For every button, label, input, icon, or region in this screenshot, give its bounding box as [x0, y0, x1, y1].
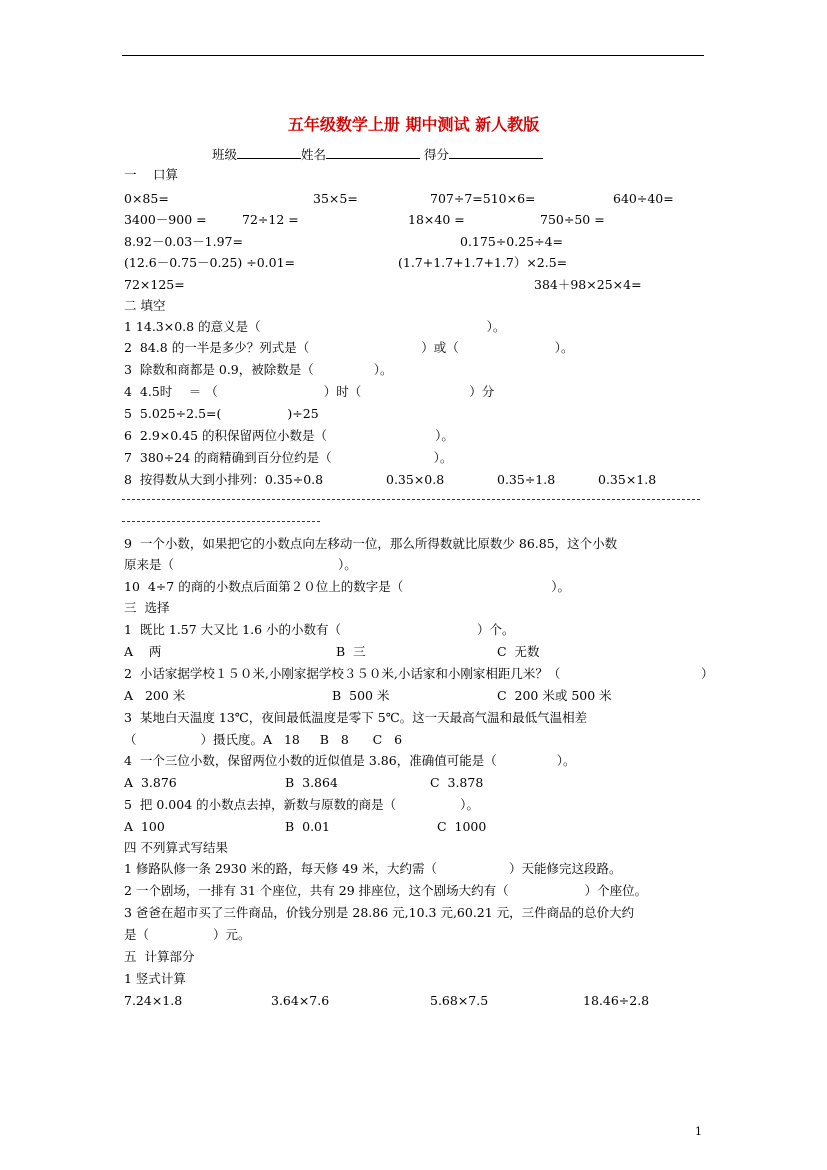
question-text: ）摄氏度。A 18 B 8 C 6 — [200, 732, 403, 747]
question-text: 2 一个剧场，一排有 31 个座位，共有 29 排座位，这个剧场大约有（ — [124, 883, 509, 898]
option: B 500 米 — [332, 688, 390, 703]
section-heading: 一 口算 — [124, 167, 178, 182]
problem: (1.7+1.7+1.7+1.7）×2.5= — [398, 255, 568, 270]
option: A 200 米 — [124, 688, 186, 703]
question-text: ）时（ — [323, 384, 362, 399]
option: C 3.878 — [430, 775, 484, 790]
question-text: 4 一个三位小数，保留两位小数的近似值是 3.86，准确值可能是（ — [124, 753, 497, 768]
subsection-heading: 1 竖式计算 — [124, 971, 186, 986]
question-text: （ — [124, 732, 137, 747]
question-text: 1 修路队修一条 2930 米的路，每天修 49 米，大约需（ — [124, 861, 438, 876]
option: A 100 — [124, 819, 165, 834]
score-blank — [449, 146, 543, 159]
question-text: 7 380÷24 的商精确到百分位约是（ — [124, 450, 332, 465]
question-line — [124, 796, 479, 814]
question-line — [124, 339, 574, 357]
ordering-item: 0.35÷1.8 — [497, 472, 556, 487]
option: B 3.864 — [285, 775, 338, 790]
problem: 7.24×1.8 — [124, 993, 183, 1008]
question-line — [124, 427, 454, 445]
question-text: ）或（ — [421, 340, 459, 355]
section-heading: 五 计算部分 — [124, 949, 195, 964]
score-label: 得分 — [424, 147, 450, 162]
question-line: 8 按得数从大到小排列：0.35÷0.8 — [124, 472, 324, 487]
question-text: 是（ — [124, 927, 150, 942]
question-text: ）分 — [469, 384, 495, 399]
question-line — [124, 449, 452, 467]
section-heading: 二 填空 — [124, 298, 166, 313]
problem: 18×40 = — [408, 212, 465, 227]
section-heading: 三 选择 — [124, 600, 170, 615]
problem: 707÷7=510×6= — [430, 191, 536, 206]
student-info-line — [212, 146, 543, 164]
question-text: ）元。 — [213, 927, 251, 942]
answer-dash-line — [122, 499, 700, 500]
question-line — [124, 882, 647, 900]
question-text: ）。 — [551, 579, 570, 594]
problem: 0×85= — [124, 191, 169, 206]
question-line — [124, 556, 357, 574]
question-line — [124, 361, 393, 379]
option: C 200 米或 500 米 — [497, 688, 612, 703]
option: A 两 — [124, 644, 162, 659]
question-text: ）。 — [554, 340, 574, 355]
page-title: 五年级数学上册 期中测试 新人教版 — [287, 115, 540, 134]
question-line — [124, 860, 622, 878]
section-heading: 四 不列算式写结果 — [124, 840, 228, 855]
question-text: ）。 — [338, 557, 357, 572]
question-line: 3 某地白天温度 13℃，夜间最低温度是零下 5℃。这一天最高气温和最低气温相差 — [124, 710, 588, 725]
problem: 5.68×7.5 — [430, 993, 489, 1008]
ordering-item: 0.35×0.8 — [386, 472, 445, 487]
problem: 750÷50 = — [540, 212, 605, 227]
name-label: 姓名 — [301, 147, 327, 162]
problem: 35×5= — [313, 191, 358, 206]
question-text: ）。 — [433, 450, 453, 465]
question-text: ）。 — [486, 319, 506, 334]
header-rule — [122, 55, 704, 56]
question-text: 3 除数和商都是 0.9，被除数是（ — [124, 362, 314, 377]
question-text: 1 既比 1.57 大又比 1.6 小的小数有（ — [124, 622, 342, 637]
question-text: 原来是（ — [124, 557, 175, 572]
option: B 三 — [336, 644, 366, 659]
question-text: 5 把 0.004 的小数点去掉，新数与原数的商是（ — [124, 797, 397, 812]
question-line — [124, 621, 515, 639]
question-text: )÷25 — [287, 406, 319, 421]
problem: 72÷12 = — [242, 212, 299, 227]
problem: 3.64×7.6 — [271, 993, 330, 1008]
ordering-item: 0.35×1.8 — [598, 472, 657, 487]
question-line — [124, 752, 575, 770]
class-blank — [237, 146, 301, 159]
question-line — [124, 926, 251, 944]
question-line — [124, 383, 494, 401]
question-text: 1 14.3×0.8 的意义是（ — [124, 319, 261, 334]
class-label: 班级 — [212, 147, 238, 162]
problem: 3400－900 = — [124, 212, 207, 227]
problem: 0.175÷0.25÷4= — [460, 234, 563, 249]
question-line: 9 一个小数，如果把它的小数点向左移动一位，那么所得数就比原数少 86.85，这个小数 — [124, 536, 618, 551]
problem: (12.6－0.75－0.25) ÷0.01= — [124, 255, 296, 270]
question-line: 2 小话家据学校１５０米,小刚家据学校３５０米,小话家和小刚家相距几米？（ — [124, 666, 561, 681]
answer-dash-line — [122, 521, 320, 522]
question-text: ）天能修完这段路。 — [509, 861, 622, 876]
option: A 3.876 — [124, 775, 177, 790]
question-line — [124, 578, 570, 596]
problem: 384＋98×25×4= — [534, 277, 642, 292]
question-text: ）。 — [373, 362, 393, 377]
question-text: 6 2.9×0.45 的积保留两位小数是（ — [124, 428, 328, 443]
question-text: ） — [701, 666, 714, 681]
option: C 无数 — [497, 644, 540, 659]
option: B 0.01 — [285, 819, 330, 834]
name-blank — [326, 146, 420, 159]
question-line — [124, 731, 402, 749]
question-text: 10 4÷7 的商的小数点后面第２０位上的数字是（ — [124, 579, 404, 594]
question-text: ）个。 — [477, 622, 515, 637]
question-text: ）。 — [460, 797, 479, 812]
option: C 1000 — [437, 819, 487, 834]
page-number: 1 — [695, 1125, 702, 1138]
question-text: ）。 — [435, 428, 454, 443]
question-line — [124, 318, 505, 336]
question-text: 4 4.5时 ＝ （ — [124, 384, 218, 399]
question-line: 3 爸爸在超市买了三件商品，价钱分别是 28.86 元,10.3 元,60.21 元，三件商品的总价大约 — [124, 905, 635, 920]
question-text: 2 84.8 的一半是多少？列式是（ — [124, 340, 310, 355]
problem: 8.92－0.03－1.97= — [124, 234, 243, 249]
question-line — [124, 405, 319, 423]
question-text: 5 5.025÷2.5=( — [124, 406, 222, 421]
problem: 72×125= — [124, 277, 185, 292]
problem: 640÷40= — [613, 191, 674, 206]
question-text: ）。 — [556, 753, 576, 768]
question-text: ）个座位。 — [584, 883, 648, 898]
problem: 18.46÷2.8 — [583, 993, 650, 1008]
